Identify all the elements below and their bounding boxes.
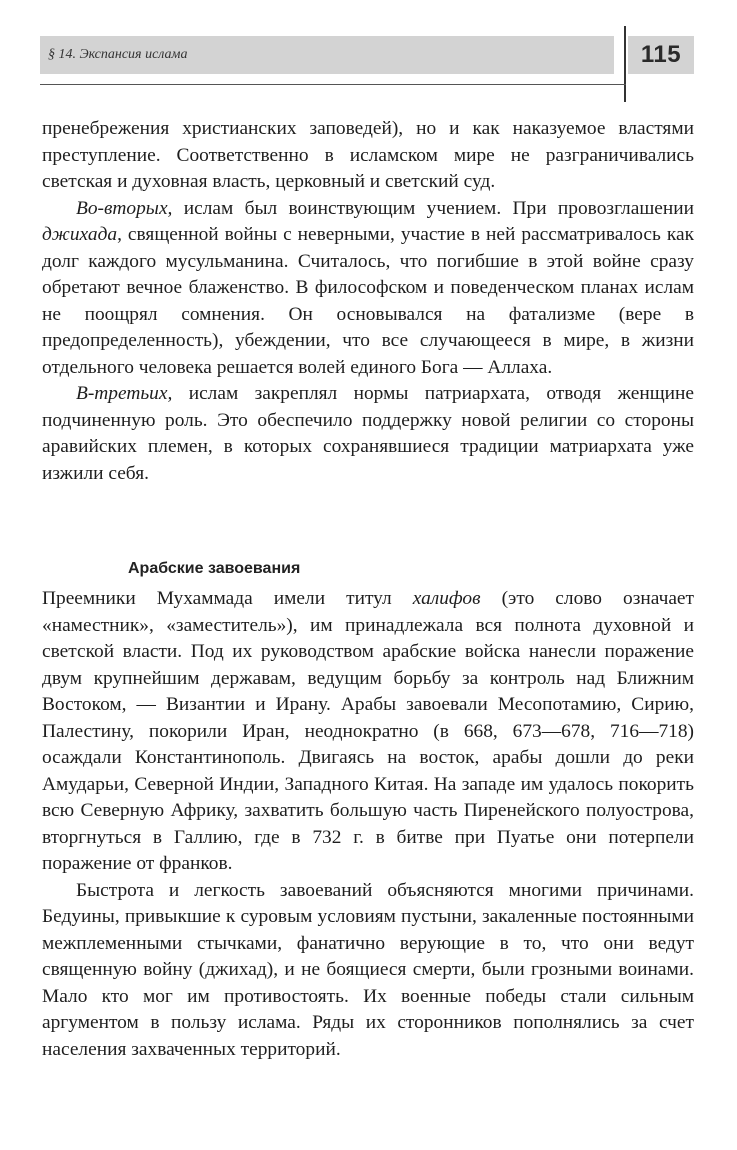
paragraph-continuation: пренебрежения христианских заповедей), но и как наказуемое властями преступление. Соответственно в исламском мире не разграничивались светская и духовная власть, церковный и светский суд. — [42, 118, 694, 192]
paragraph-conquest-reasons: Быстрота и легкость завоеваний объясняются многими причинами. Бедуины, привыкшие к суровым условиям пустыни, закаленные постоянными межплеменными стычками, фанатично верующие в то, что они ведут священную войну (джихад), и не боящиеся смерти, были грозными воинами. Мало кто мог им противостоять. Их военные победы стали сильным аргументом в пользу ислама. Ряды их сторонников пополнялись за счет населения захваченных территорий. — [42, 879, 694, 1060]
section-heading: Арабские завоевания — [128, 560, 301, 577]
term-jihad: джихада — [42, 224, 118, 245]
page-number: 115 — [640, 41, 682, 68]
page-number-box — [628, 36, 694, 74]
lower-text-block — [42, 586, 694, 1063]
running-header — [40, 36, 614, 74]
paragraph-text: ислам был воинствующим учением. При провозглашении — [172, 197, 694, 219]
paragraph-second-reason — [42, 196, 694, 382]
lead-word: В-третьих, — [76, 383, 173, 404]
paragraph-text: ислам закреплял нормы патриархата, отводя женщине подчиненную роль. Это обеспечило поддержку новой религии со стороны аравийских племен, в которых сохранявшиеся традиции матриархата уже изжили себя. — [42, 383, 694, 484]
lead-word: Во-вторых, — [76, 197, 173, 219]
header-divider — [624, 26, 626, 102]
paragraph-text: (это слово означает «наместник», «заместитель»), им принадлежала вся полнота духовной и светской власти. Под их руководством арабские войска нанесли поражение двум крупнейшим державам, ведущим борьбу за контроль над Ближним Востоком, — Византии и Ирану. Арабы завоевали Месопотамию, Сирию, Палестину, покорили Иран, неоднократно (в 668, 673—678, 716—718) осаждали Константинополь. Двигаясь на восток, арабы дошли до реки Амударьи, Северной Индии, Западного Китая. На западе им удалось покорить всю Северную Африку, захватить большую часть Пиренейского полуострова, вторгнуться в Галлию, где в 732 г. в битве при Пуатье они потерпели поражение от франков. — [42, 588, 695, 874]
paragraph-text: Преемники Мухаммада имели титул — [42, 588, 413, 609]
paragraph-text: , священной войны с неверными, участие в ней рассматривалось как долг каждого мусульманина. Считалось, что погибшие в этой войне сразу обретают вечное блаженство. В философском и поведенческом планах ислам не поощрял сомнения. Он основывался на фатализме (вере в предопределенность), убеждении, что все случающееся в мире, в жизни отдельного человека решается волей единого Бога — Аллаха. — [42, 224, 694, 378]
paragraph-caliphs — [42, 586, 694, 878]
term-caliphs: халифов — [412, 588, 481, 609]
paragraph-third-reason — [42, 381, 694, 487]
header-rule — [40, 84, 626, 85]
section-title: § 14. Экспансия ислама — [48, 47, 188, 62]
upper-text-block — [42, 116, 694, 487]
